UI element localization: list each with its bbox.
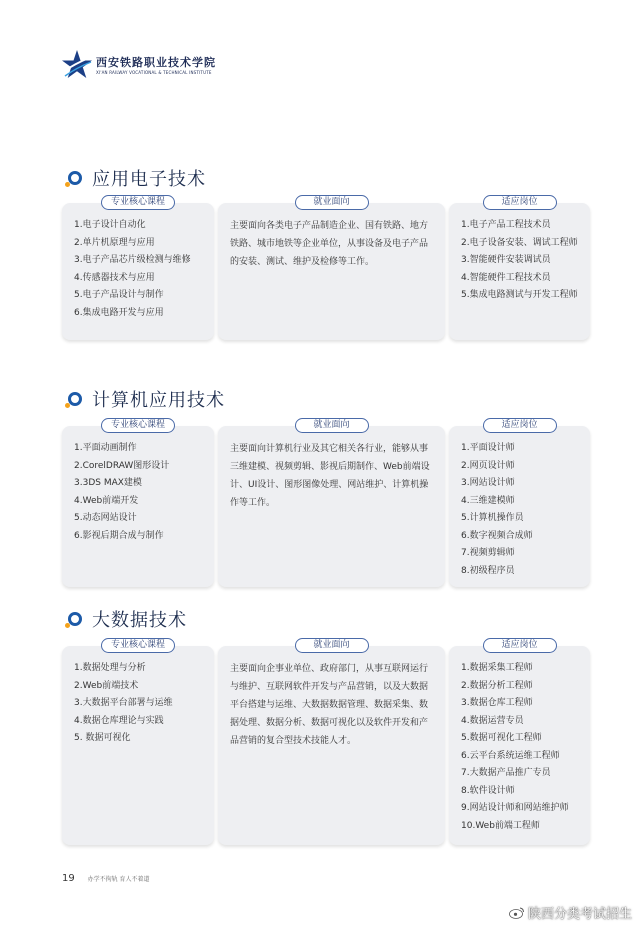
list-item: 6.集成电路开发与应用 [74, 307, 164, 318]
list-item: 4.三维建模师 [461, 495, 515, 506]
list-item: 2.数据分析工程师 [461, 680, 533, 691]
weibo-icon [509, 906, 525, 919]
list-item: 5.动态网站设计 [74, 513, 137, 523]
list-item: 2.Web前端技术 [74, 680, 139, 691]
list-item: 4.Web前端开发 [74, 495, 139, 506]
employment-text: 主要面向企事业单位、政府部门，从事互联网运行与维护、互联网软件开发与产品营销，以及大数据平台搭建与运维、大数据数据管理、数据采集、数据处理、数据分析、数据可视化以及软件开发和产品营销的复合型技术技能人才。 [230, 664, 429, 746]
employment-tag: 就业面向 [295, 195, 369, 210]
list-item: 7.大数据产品推广专员 [461, 768, 551, 778]
employment-column [218, 418, 445, 587]
suitable-jobs-box [449, 203, 590, 340]
suitable-jobs-tag: 适应岗位 [483, 418, 557, 433]
bullet-ring-icon [68, 612, 82, 626]
list-item: 1.平面动画制作 [74, 443, 137, 453]
page-number: 19 [62, 873, 75, 884]
section-computer-application [62, 385, 590, 587]
list-item: 5.数据可视化工程师 [461, 733, 542, 743]
employment-box [218, 426, 445, 587]
suitable-jobs-column [449, 418, 590, 587]
suitable-jobs-box [449, 426, 590, 587]
employment-text: 主要面向计算机行业及其它相关各行业，能够从事三维建模、视频剪辑、影视后期制作、Web前端设计、UI设计、图形图像处理、网站维护、计算机操作等工作。 [230, 444, 430, 508]
list-item: 5. 数据可视化 [74, 733, 131, 743]
employment-box [218, 203, 445, 340]
list-item: 1.数据处理与分析 [74, 663, 146, 673]
list-item: 3.网站设计师 [461, 478, 515, 488]
list-item: 2.单片机原理与应用 [74, 237, 155, 248]
section-big-data [62, 605, 590, 845]
list-item: 5.集成电路测试与开发工程师 [461, 290, 578, 300]
list-item: 10.Web前端工程师 [461, 820, 540, 831]
list-item: 1.平面设计师 [461, 443, 515, 453]
section-title: 计算机应用技术 [92, 390, 225, 411]
list-item: 4.数据仓库理论与实践 [74, 715, 164, 726]
section-title: 应用电子技术 [92, 169, 206, 190]
core-courses-tag: 专业核心课程 [101, 638, 175, 653]
list-item: 5.电子产品设计与制作 [74, 290, 164, 300]
star-logo-icon [60, 48, 94, 82]
section-heading [62, 164, 206, 192]
logo-english-name: XI'AN RAILWAY VOCATIONAL & TECHNICAL INSTITUTE [96, 70, 212, 75]
bullet-ring-icon [68, 392, 82, 406]
list-item: 8.软件设计师 [461, 785, 515, 796]
core-courses-column [62, 418, 214, 587]
section-heading [62, 605, 187, 633]
list-item: 4.智能硬件工程技术员 [461, 272, 551, 283]
watermark-text: 陕西分类考试招生 [527, 907, 632, 922]
list-item: 1.数据采集工程师 [461, 663, 533, 673]
section-title: 大数据技术 [92, 610, 187, 631]
list-item: 3.3DS MAX建模 [74, 478, 142, 488]
list-item: 3.智能硬件安装调试员 [461, 255, 551, 265]
suitable-jobs-tag: 适应岗位 [483, 195, 557, 210]
employment-column [218, 195, 445, 340]
section-heading [62, 385, 225, 413]
bullet-ring-icon [68, 171, 82, 185]
list-item: 3.电子产品芯片级检测与维修 [74, 255, 191, 265]
list-item: 2.电子设备安装、调试工程师 [461, 237, 578, 248]
list-item: 6.云平台系统运维工程师 [461, 750, 560, 761]
footer-slogan: 办学不拘轨 育人不着道 [87, 876, 150, 883]
core-courses-box [62, 203, 214, 340]
core-courses-column [62, 195, 214, 340]
core-courses-tag: 专业核心课程 [101, 195, 175, 210]
list-item: 6.影视后期合成与制作 [74, 530, 164, 541]
list-item: 2.网页设计师 [461, 460, 515, 471]
list-item: 2.CorelDRAW图形设计 [74, 460, 170, 471]
list-item: 9.网站设计师和网站维护师 [461, 803, 569, 813]
suitable-jobs-column [449, 195, 590, 340]
list-item: 3.数据仓库工程师 [461, 698, 533, 708]
section-applied-electronics [62, 164, 590, 340]
list-item: 4.传感器技术与应用 [74, 272, 155, 283]
suitable-jobs-column [449, 638, 590, 845]
employment-tag: 就业面向 [295, 418, 369, 433]
list-item: 6.数字视频合成师 [461, 530, 533, 541]
core-courses-box [62, 426, 214, 587]
list-item: 1.电子设计自动化 [74, 220, 146, 230]
list-item: 1.电子产品工程技术员 [461, 220, 551, 230]
suitable-jobs-tag: 适应岗位 [483, 638, 557, 653]
list-item: 3.大数据平台部署与运维 [74, 698, 173, 708]
core-courses-box [62, 646, 214, 845]
school-logo [60, 48, 260, 84]
suitable-jobs-box [449, 646, 590, 845]
core-courses-tag: 专业核心课程 [101, 418, 175, 433]
weibo-watermark [509, 903, 632, 922]
list-item: 8.初级程序员 [461, 565, 515, 576]
logo-chinese-name: 西安铁路职业技术学院 [96, 56, 216, 69]
employment-box [218, 646, 445, 845]
core-courses-column [62, 638, 214, 845]
page-footer [62, 873, 150, 884]
employment-text: 主要面向各类电子产品制造企业、国有铁路、地方铁路、城市地铁等企业单位，从事设备及电子产品的安装、测试、维护及检修等工作。 [230, 221, 429, 267]
list-item: 5.计算机操作员 [461, 513, 524, 523]
list-item: 7.视频剪辑师 [461, 548, 515, 558]
list-item: 4.数据运营专员 [461, 715, 524, 726]
employment-tag: 就业面向 [295, 638, 369, 653]
employment-column [218, 638, 445, 845]
